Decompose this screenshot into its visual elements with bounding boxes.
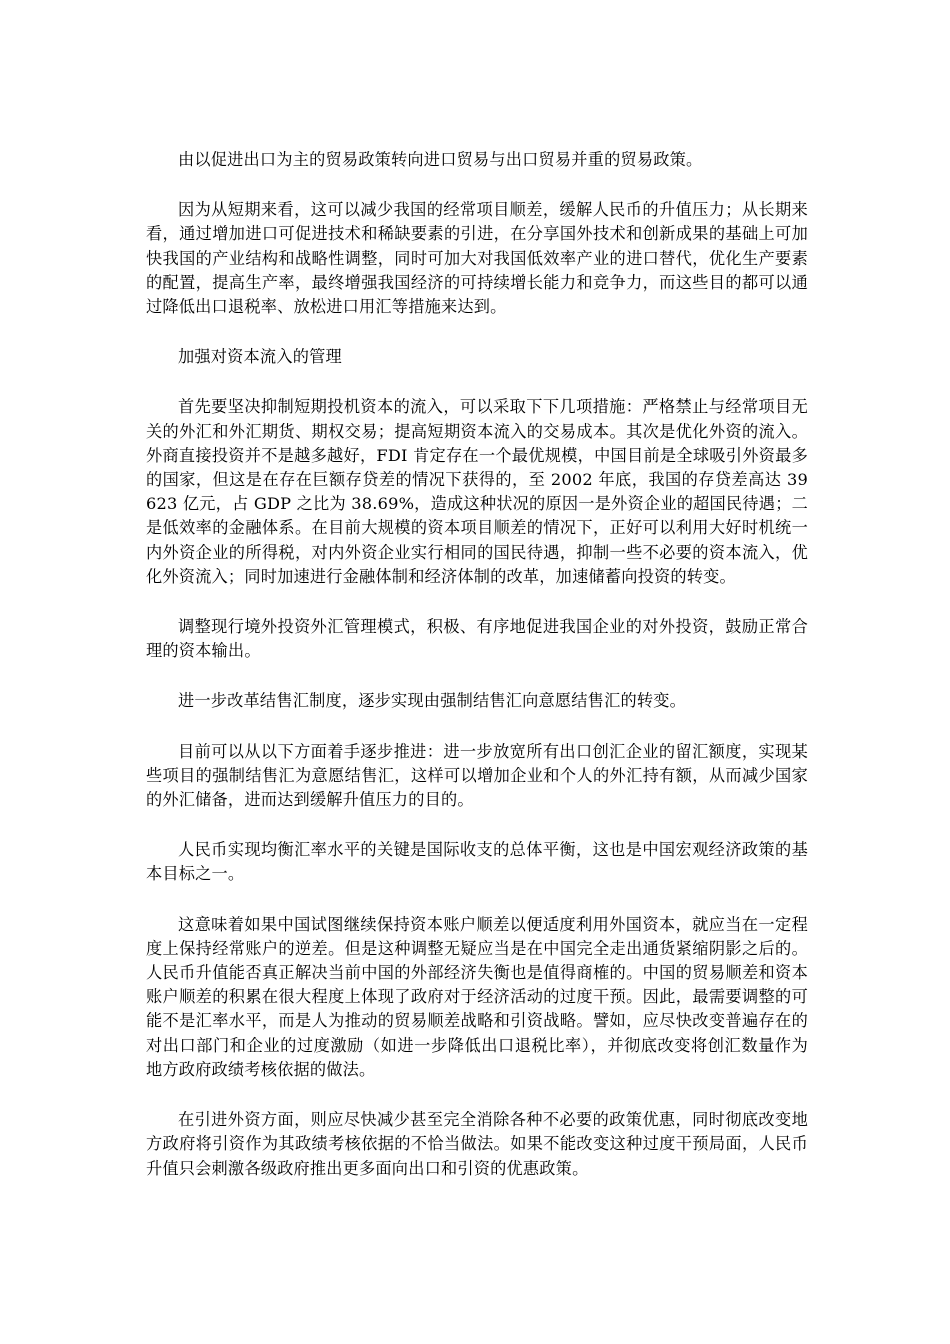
paragraph-balance-of-payments: 人民币实现均衡汇率水平的关键是国际收支的总体平衡，这也是中国宏观经济政策的基本目标之一。 [146,840,808,884]
paragraph-outbound-investment: 调整现行境外投资外汇管理模式，积极、有序地促进我国企业的对外投资，鼓励正常合理的资本输出。 [146,617,808,661]
paragraph-import-rationale: 因为从短期来看，这可以减少我国的经常项目顺差，缓解人民币的升值压力；从长期来看，通过增加进口可促进技术和稀缺要素的引进，在分享国外技术和创新成果的基础上可加快我国的产业结构和战略性调整，同时可加大对我国低效率产业的进口替代，优化生产要素的配置，提高生产率，最终增强我国经济的可持续增长能力和竞争力，而这些目的都可以通过降低出口退税率、放松进口用汇等措施来达到。 [146,200,808,317]
paragraph-fx-settlement-reform: 进一步改革结售汇制度，逐步实现由强制结售汇向意愿结售汇的转变。 [178,691,687,711]
paragraph-account-balance: 这意味着如果中国试图继续保持资本账户顺差以便适度利用外国资本，就应当在一定程度上保持经常账户的逆差。但是这种调整无疑应当是在中国完全走出通货紧缩阴影之后的。人民币升值能否真正解决当前中国的外部经济失衡也是值得商榷的。中国的贸易顺差和资本账户顺差的积累在很大程度上体现了政府对于经济活动的过度干预。因此，最需要调整的可能不是汇率水平，而是人为推动的贸易顺差战略和引资战略。譬如，应尽快改变普遍存在的对出口部门和企业的过度激励（如进一步降低出口退税比率），并彻底改变将创汇数量作为地方政府政绩考核依据的做法。 [146,914,808,1079]
paragraph-trade-policy-shift: 由以促进出口为主的贸易政策转向进口贸易与出口贸易并重的贸易政策。 [178,150,703,169]
paragraph-capital-inflow-heading: 加强对资本流入的管理 [178,347,342,367]
paragraph-short-term-capital: 首先要坚决抑制短期投机资本的流入，可以采取下下几项措施：严格禁止与经常项目无关的外汇和外汇期货、期权交易；提高短期资本流入的交易成本。其次是优化外资的流入。外商直接投资并不是越多越好，FDI 肯定存在一个最优规模，中国目前是全球吸引外资最多的国家，但这是在存在巨额存贷差的情况下获得的，至 2002 年底，我国的存贷差高达 39623 亿元，占 GDP 之比为 38.69%，造成这种状况的原因一是外资企业的超国民待遇；二是低效率的金融体系。在目前大规模的资本项目顺差的情况下，正好可以利用大好时机统一内外资企业的所得税，对内外资企业实行相同的国民待遇，抑制一些不必要的资本流入，优化外资流入；同时加速进行金融体制和经济体制的改革，加速储蓄向投资的转变。 [146,397,808,586]
paragraph-foreign-investment-incentives: 在引进外资方面，则应尽快减少甚至完全消除各种不必要的政策优惠，同时彻底改变地方政府将引资作为其政绩考核依据的不恰当做法。如果不能改变这种过度干预局面，人民币升值只会刺激各级政府推出更多面向出口和引资的优惠政策。 [146,1110,808,1178]
paragraph-fx-retention: 目前可以从以下方面着手逐步推进：进一步放宽所有出口创汇企业的留汇额度，实现某些项目的强制结售汇为意愿结售汇，这样可以增加企业和个人的外汇持有额，从而减少国家的外汇储备，进而达到缓解升值压力的目的。 [146,741,808,810]
document-body [146,148,808,1207]
